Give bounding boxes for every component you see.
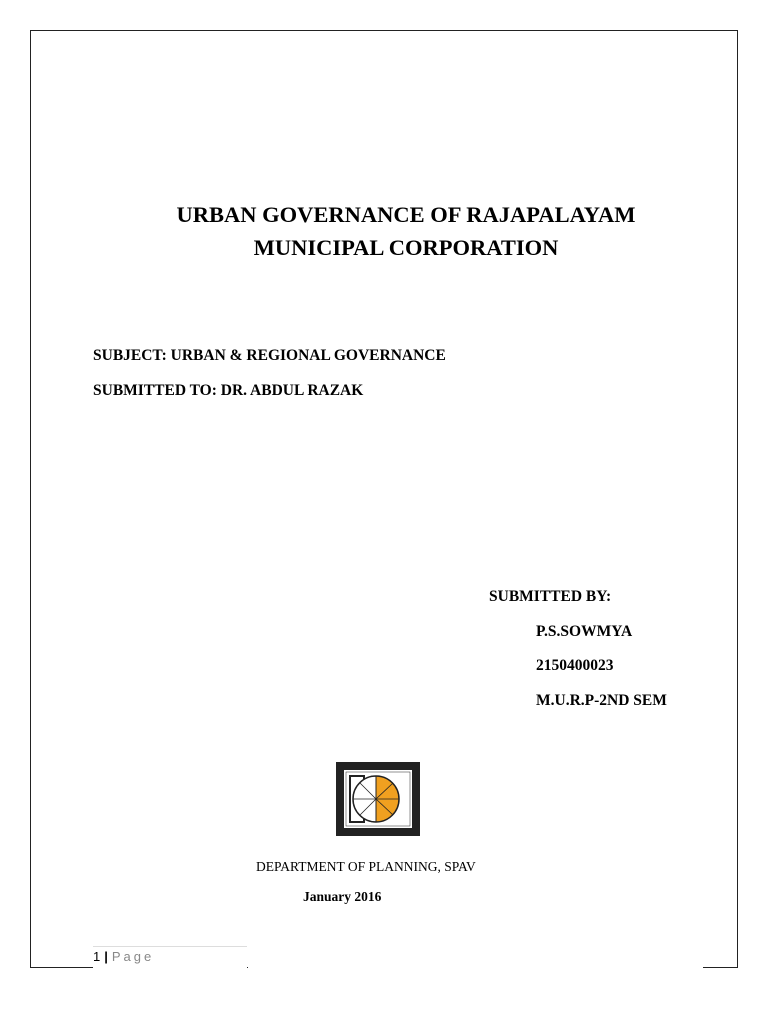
subject-line: SUBJECT: URBAN & REGIONAL GOVERNANCE: [93, 347, 446, 364]
submitted-to-line: SUBMITTED TO: DR. ABDUL RAZAK: [93, 382, 364, 399]
page-footer: [93, 946, 247, 969]
submitter-name: P.S.SOWMYA: [536, 623, 633, 640]
department-line: DEPARTMENT OF PLANNING, SPAV: [256, 859, 476, 874]
spav-logo-icon: [336, 762, 420, 836]
footer-border-gap: [248, 960, 703, 972]
title-line-2: MUNICIPAL CORPORATION: [253, 235, 559, 260]
submitted-by-label: SUBMITTED BY:: [489, 588, 612, 605]
document-date: January 2016: [303, 889, 382, 904]
page-number: 1: [93, 949, 101, 964]
title-line-1: URBAN GOVERNANCE OF RAJAPALAYAM: [176, 202, 636, 227]
page-word: Page: [111, 949, 155, 964]
submitter-course: M.U.R.P-2ND SEM: [536, 692, 667, 709]
submitter-id: 2150400023: [536, 657, 614, 674]
page-separator: |: [104, 949, 108, 964]
document-title: [40, 198, 768, 264]
